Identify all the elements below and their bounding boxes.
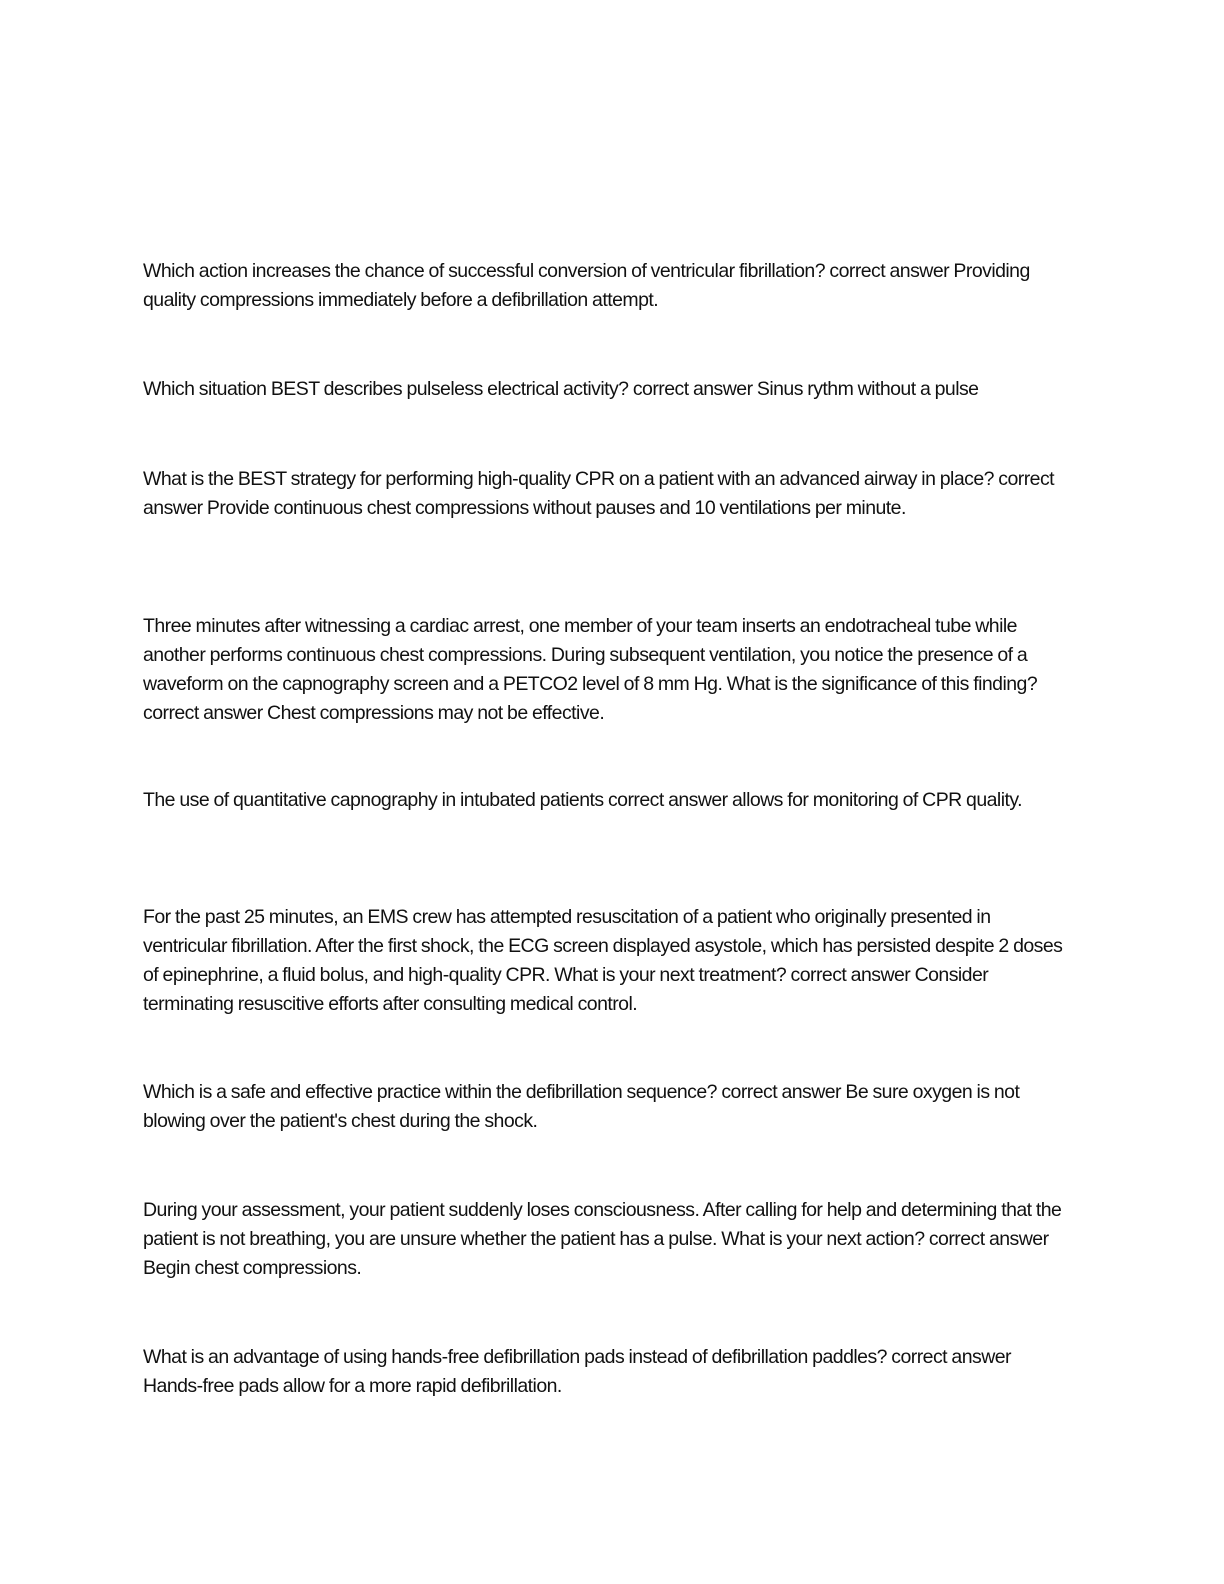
qa-entry-7: Which is a safe and effective practice within the defibrillation sequence? correct answer Be sure oxygen is not blowing over the patient's chest during the shock. <box>143 1081 1020 1132</box>
qa-entry-3: What is the BEST strategy for performing high-quality CPR on a patient with an advanced airway in place? correct answer Provide continuous chest compressions without pauses and 10 ventilations per minute. <box>143 468 1055 519</box>
qa-entry-1: Which action increases the chance of successful conversion of ventricular fibrillation? correct answer Providing quality compressions immediately before a defibrillation attempt. <box>143 260 1030 311</box>
qa-entry-8: During your assessment, your patient suddenly loses consciousness. After calling for help and determining that the patient is not breathing, you are unsure whether the patient has a pulse. What is your next action? correct answer Begin chest compressions. <box>143 1199 1062 1279</box>
qa-entry-2: Which situation BEST describes pulseless electrical activity? correct answer Sinus rythm without a pulse <box>143 378 979 400</box>
qa-entry-5: The use of quantitative capnography in intubated patients correct answer allows for monitoring of CPR quality. <box>143 789 1022 811</box>
qa-entry-9: What is an advantage of using hands-free defibrillation pads instead of defibrillation paddles? correct answer Hands-free pads allow for a more rapid defibrillation. <box>143 1346 1011 1397</box>
qa-entry-6: For the past 25 minutes, an EMS crew has attempted resuscitation of a patient who originally presented in ventricular fibrillation. After the first shock, the ECG screen displayed asystole, which has persisted despite 2 doses of epinephrine, a fluid bolus, and high-quality CPR. What is your next treatment? correct answer Consider terminating resuscitive efforts after consulting medical control. <box>143 906 1063 1015</box>
qa-entry-4: Three minutes after witnessing a cardiac arrest, one member of your team inserts an endotracheal tube while another performs continuous chest compressions. During subsequent ventilation, you notice the presence of a waveform on the capnography screen and a PETCO2 level of 8 mm Hg. What is the significance of this finding? correct answer Chest compressions may not be effective. <box>143 615 1038 724</box>
